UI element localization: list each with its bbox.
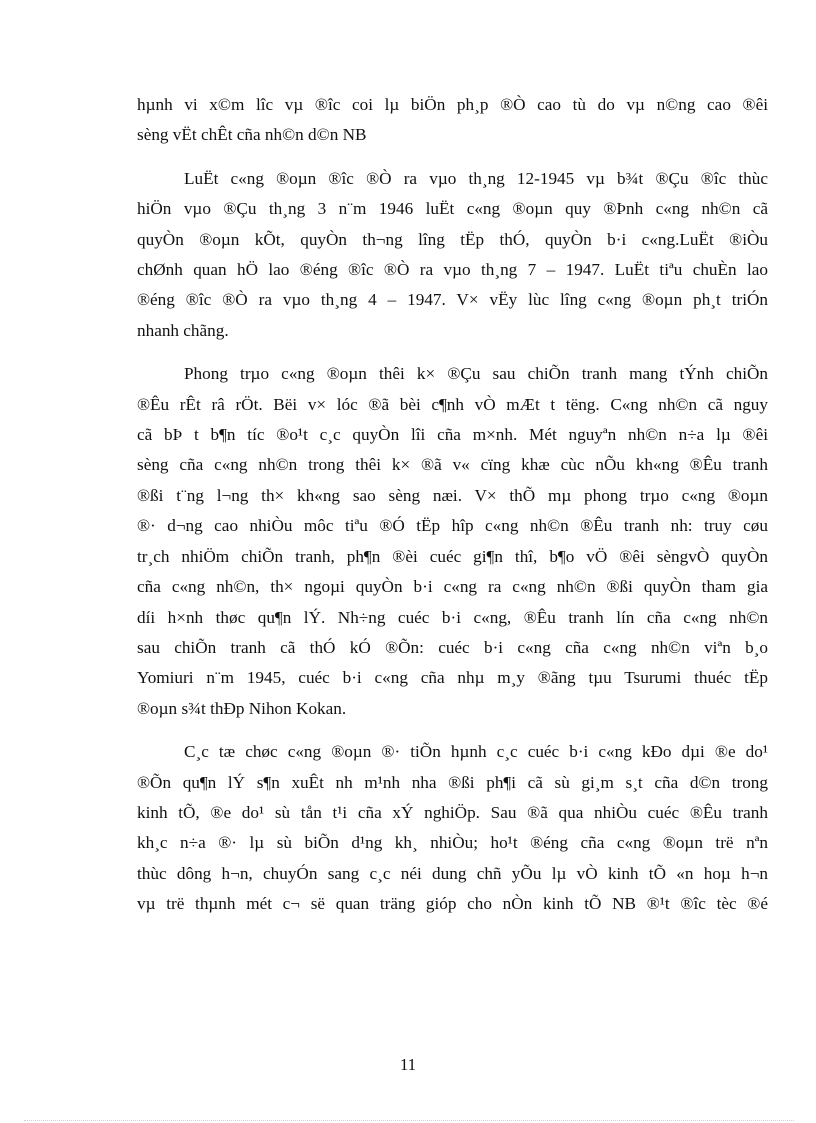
text-line: ®éng ®îc ®Ò ra vµo th¸ng 4 – 1947. V× vËy lùc lîng c«ng ®oµn ph¸t triÓn — [137, 290, 768, 310]
text-line: ®Êu rÊt râ rÖt. Bëi v× lóc ®ã bèi c¶nh vÒ mÆt t tëng. C«ng nh©n cã nguy — [137, 394, 768, 414]
text-line: ®ßi t¨ng l¬ng th× kh«ng sao sèng næi. V× thÕ mµ phong trµo c«ng ®oµn — [137, 485, 768, 505]
paragraph-1 — [137, 90, 768, 151]
text-line: vµ trë thµnh mét c¬ së quan träng gióp cho nÒn kinh tÕ NB ®¹t ®îc tèc ®é — [137, 894, 768, 914]
text-line: hiÖn vµo ®Çu th¸ng 3 n¨m 1946 luËt c«ng ®oµn quy ®Þnh c«ng nh©n cã — [137, 199, 768, 219]
text-line: LuËt c«ng ®oµn ®îc ®Ò ra vµo th¸ng 12-1945 vµ b¾t ®Çu ®îc thùc — [184, 168, 768, 188]
paragraph-3 — [137, 359, 768, 724]
text-line: cña c«ng nh©n, th× ngoµi quyÒn b·i c«ng ra c«ng nh©n ®ßi quyÒn tham gia — [137, 577, 768, 597]
text-line: Yomiuri n¨m 1945, cuéc b·i c«ng cña nhµ m¸y ®ãng tµu Tsurumi thuéc tËp — [137, 668, 768, 688]
text-line: díi h×nh thøc qu¶n lÝ. Nh÷ng cuéc b·i c«ng, ®Êu tranh lín cña c«ng nh©n — [137, 607, 768, 627]
text-line: chØnh quan hÖ lao ®éng ®îc ®Ò ra vµo th¸ng 7 – 1947. LuËt tiªu chuÈn lao — [137, 260, 768, 280]
text-line: Phong trµo c«ng ®oµn thêi k× ®Çu sau chiÕn tranh mang tÝnh chiÕn — [184, 364, 768, 384]
text-line: quyÒn ®oµn kÕt, quyÒn th¬ng lîng tËp thÓ, quyÒn b·i c«ng.LuËt ®iÒu — [137, 229, 768, 249]
text-line: ®· d¬ng cao nhiÒu môc tiªu ®Ó tËp hîp c«ng nh©n ®Êu tranh nh: truy cøu — [137, 516, 768, 536]
text-line: sau chiÕn tranh cã thÓ kÓ ®Õn: cuéc b·i c«ng cña c«ng nh©n viªn b¸o — [137, 637, 768, 657]
text-line: kinh tÕ, ®e do¹ sù tån t¹i cña xÝ nghiÖp. Sau ®ã qua nhiÒu cuéc ®Êu tranh — [137, 802, 768, 822]
text-line: C¸c tæ chøc c«ng ®oµn ®· tiÕn hµnh c¸c cuéc b·i c«ng kÐo dµi ®e do¹ — [184, 742, 768, 762]
text-line: nhanh chãng. — [137, 320, 229, 340]
text-line: hµnh vi x©m lîc vµ ®îc coi lµ biÖn ph¸p ®Ò cao tù do vµ n©ng cao ®êi — [137, 95, 768, 114]
page-number: 11 — [399, 1055, 417, 1074]
text-line: sèng cña c«ng nh©n trong thêi k× ®ã v« cïng khæ cùc nÕu kh«ng ®Êu tranh — [137, 455, 768, 475]
text-line: kh¸c n÷a ®· lµ sù biÕn d¹ng kh¸ nhiÒu; ho¹t ®éng cña c«ng ®oµn trë nªn — [137, 833, 768, 853]
text-line: ®oµn s¾t thÐp Nihon Kokan. — [137, 698, 347, 718]
page-bottom-edge — [24, 1120, 794, 1121]
text-line: thùc dông h¬n, chuyÓn sang c¸c néi dung chñ yÕu lµ vÒ kinh tÕ «n hoµ h¬n — [137, 863, 768, 883]
text-line: tr¸ch nhiÖm chiÕn tranh, ph¶n ®èi cuéc gi¶n thî, b¶o vÖ ®êi sèngvÒ quyÒn — [137, 546, 768, 566]
text-line: sèng vËt chÊt cña nh©n d©n NB — [137, 125, 367, 145]
paragraph-4 — [137, 737, 768, 919]
body-text — [137, 90, 768, 933]
text-line: cã bÞ t b¶n tíc ®o¹t c¸c quyÒn lîi cña m×nh. Mét nguyªn nh©n n÷a lµ ®êi — [137, 425, 768, 445]
text-line: ®Õn qu¶n lÝ s¶n xuÊt nh m¹nh nha ®ßi ph¶i cã sù gi¸m s¸t cña d©n trong — [137, 772, 768, 792]
paragraph-2 — [137, 164, 768, 346]
